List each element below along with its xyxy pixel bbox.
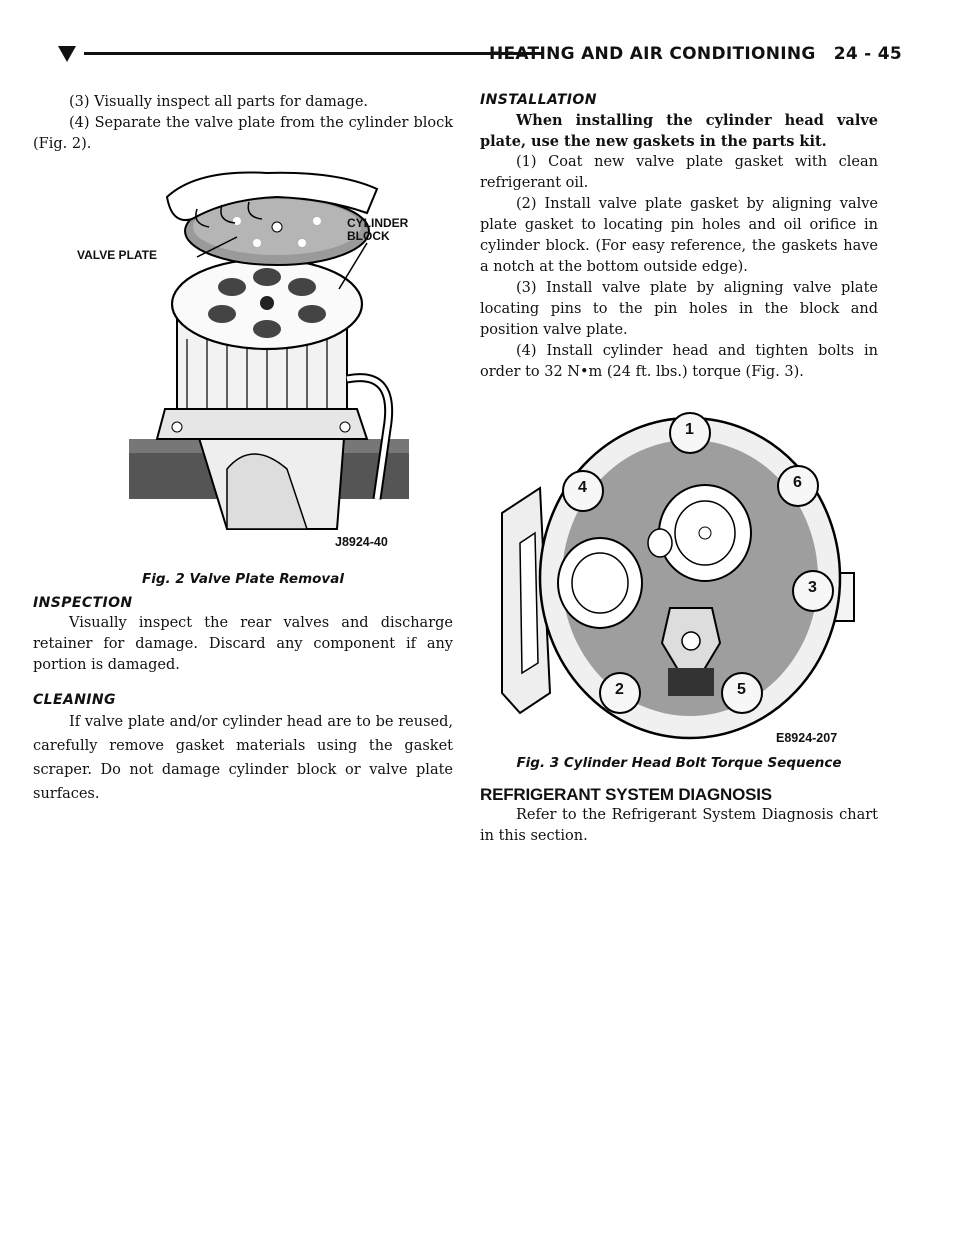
figure-code-3: E8924-207 [776,731,838,745]
right-column [480,92,878,847]
bolt-label-2: 2 [615,681,624,698]
cylinder-head-illustration [480,393,878,753]
fig-2-caption: Fig. 2 Valve Plate Removal [142,571,344,587]
diagnosis-text: Refer to the Refrigerant System Diagnosis chart in this section. [480,807,878,844]
header-title: HEATING AND AIR CONDITIONING 24 - 45 [488,44,902,64]
step-4-text: (4) Separate the valve plate from the cylinder block (Fig. 2). [33,115,453,152]
header-rule [84,52,542,55]
label-cylinder-block: CYLINDER BLOCK [347,216,409,243]
install-step-3: (3) Install valve plate by aligning valve plate locating pins to the pin holes in the block and position valve plate. [480,280,878,338]
inspection-heading: INSPECTION [33,595,133,611]
step-3-text: (3) Visually inspect all parts for damage. [69,94,369,110]
bolt-label-3: 3 [808,579,817,596]
bolt-label-1: 1 [685,421,694,438]
fig-2-valve-plate-removal [77,169,457,569]
left-column [33,92,453,806]
install-step-4: (4) Install cylinder head and tighten bolts in order to 32 N•m (24 ft. lbs.) torque (Fig. 3). [480,343,878,380]
section-marker-icon [58,46,76,62]
installation-heading: INSTALLATION [480,92,597,108]
figure-code: J8924-40 [335,535,388,549]
page-number: 24 - 45 [833,44,902,64]
fig-3-caption: Fig. 3 Cylinder Head Bolt Torque Sequence [516,755,842,771]
page-header [58,44,902,66]
label-valve-plate: VALVE PLATE [77,248,158,262]
fig-3-torque-sequence [480,393,878,753]
installation-note: When installing the cylinder head valve plate, use the new gaskets in the parts kit. [480,112,878,150]
install-step-2: (2) Install valve plate gasket by aligning valve plate gasket to locating pin holes and oil orifice in cylinder block. (For easy reference, the gaskets have a notch at the bottom outside edge). [480,196,878,275]
install-step-1: (1) Coat new valve plate gasket with clean refrigerant oil. [480,154,878,191]
diagnosis-heading: REFRIGERANT SYSTEM DIAGNOSIS [480,785,772,804]
cleaning-text: If valve plate and/or cylinder head are to be reused, carefully remove gasket materials using the gasket scraper. Do not damage cylinder block or valve plate surfaces. [33,714,453,802]
inspection-text: Visually inspect the rear valves and discharge retainer for damage. Discard any component if any portion is damaged. [33,615,453,673]
bolt-label-5: 5 [737,681,746,698]
cleaning-heading: CLEANING [33,692,116,708]
bolt-label-4: 4 [578,479,587,496]
bolt-label-6: 6 [793,474,802,491]
